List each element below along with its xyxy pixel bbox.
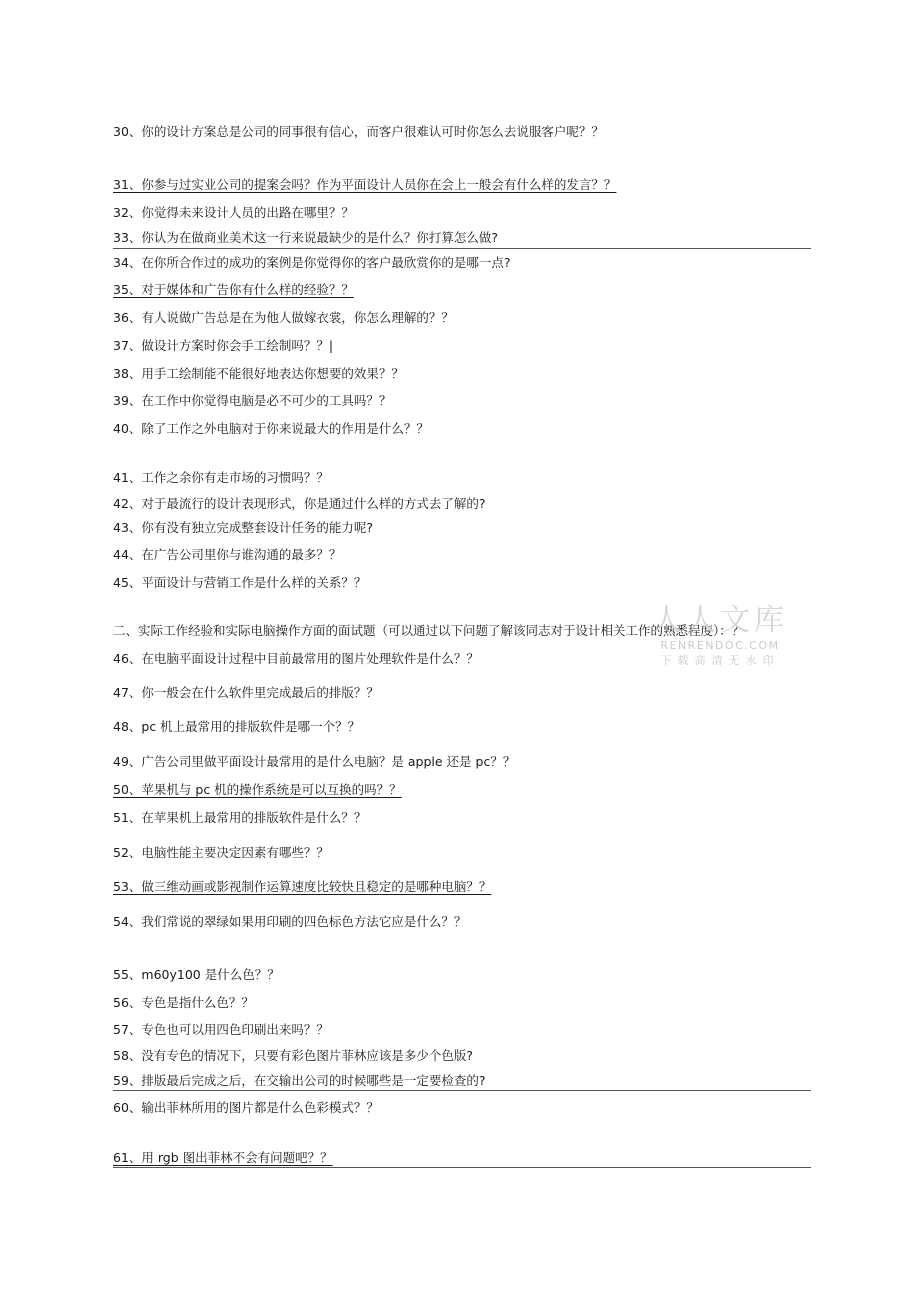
- question-48: 48、pc 机上最常用的排版软件是哪一个？？: [113, 719, 361, 734]
- question-32: 32、你觉得未来设计人员的出路在哪里？？: [113, 205, 354, 220]
- question-44: 44、在广告公司里你与谁沟通的最多？？: [113, 547, 342, 562]
- watermark-logo: 人人文库: [652, 603, 788, 638]
- question-51: 51、在苹果机上最常用的排版软件是什么？？: [113, 810, 367, 825]
- question-34: 34、在你所合作过的成功的案例是你觉得你的客户最欣赏你的是哪一点?: [113, 255, 511, 270]
- question-40: 40、除了工作之外电脑对于你来说最大的作用是什么？？: [113, 421, 429, 436]
- question-47: 47、你一般会在什么软件里完成最后的排版？？: [113, 685, 379, 700]
- question-36: 36、有人说做广告总是在为他人做嫁衣裳，你怎么理解的？？: [113, 310, 454, 325]
- question-49: 49、广告公司里做平面设计最常用的是什么电脑？是 apple 还是 pc？？: [113, 754, 516, 769]
- question-43: 43、你有没有独立完成整套设计任务的能力呢?: [113, 520, 374, 535]
- question-53: 53、做三维动画或影视制作运算速度比较快且稳定的是哪种电脑？？: [113, 879, 492, 894]
- underline-rule: [113, 1090, 811, 1091]
- question-50: 50、苹果机与 pc 机的操作系统是可以互换的吗？？: [113, 782, 402, 797]
- question-57: 57、专色也可以用四色印刷出来吗？？: [113, 1022, 329, 1037]
- question-35: 35、对于媒体和广告你有什么样的经验？？: [113, 282, 354, 297]
- question-41: 41、工作之余你有走市场的习惯吗？？: [113, 470, 329, 485]
- question-52: 52、电脑性能主要决定因素有哪些？？: [113, 845, 329, 860]
- question-31: 31、你参与过实业公司的提案会吗？作为平面设计人员你在会上一般会有什么样的发言？？: [113, 177, 617, 192]
- question-58: 58、没有专色的情况下，只要有彩色图片菲林应该是多少个色版?: [113, 1048, 474, 1063]
- question-39: 39、在工作中你觉得电脑是必不可少的工具吗？？: [113, 393, 392, 408]
- question-55: 55、m60y100 是什么色？？: [113, 967, 280, 982]
- question-46: 46、在电脑平面设计过程中目前最常用的图片处理软件是什么？？: [113, 651, 479, 666]
- question-38: 38、用手工绘制能不能很好地表达你想要的效果？？: [113, 366, 404, 381]
- watermark-subtitle: 下载高清无水印: [660, 654, 780, 667]
- underline-rule: [113, 1167, 811, 1168]
- question-61: 61、用 rgb 图出菲林不会有问题吧？？: [113, 1150, 333, 1165]
- section-heading: 二、实际工作经验和实际电脑操作方面的面试题（可以通过以下问题了解该同志对于设计相关工作的熟悉程度）：？: [113, 623, 745, 638]
- question-42: 42、对于最流行的设计表现形式，你是通过什么样的方式去了解的?: [113, 496, 486, 511]
- question-56: 56、专色是指什么色？？: [113, 995, 254, 1010]
- underline-rule: [113, 248, 811, 249]
- question-37: 37、做设计方案时你会手工绘制吗？？|: [113, 338, 334, 353]
- question-54: 54、我们常说的翠绿如果用印刷的四色标色方法它应是什么？？: [113, 914, 467, 929]
- question-59: 59、排版最后完成之后，在交输出公司的时候哪些是一定要检查的?: [113, 1073, 486, 1088]
- question-60: 60、输出菲林所用的图片都是什么色彩模式？？: [113, 1100, 379, 1115]
- watermark-url: RENRENDOC.COM: [660, 639, 780, 652]
- watermark: [650, 603, 790, 669]
- question-33: 33、你认为在做商业美术这一行来说最缺少的是什么？你打算怎么做?: [113, 230, 499, 245]
- question-30: 30、你的设计方案总是公司的同事很有信心，而客户很难认可时你怎么去说服客户呢？？: [113, 124, 604, 139]
- question-45: 45、平面设计与营销工作是什么样的关系？？: [113, 575, 367, 590]
